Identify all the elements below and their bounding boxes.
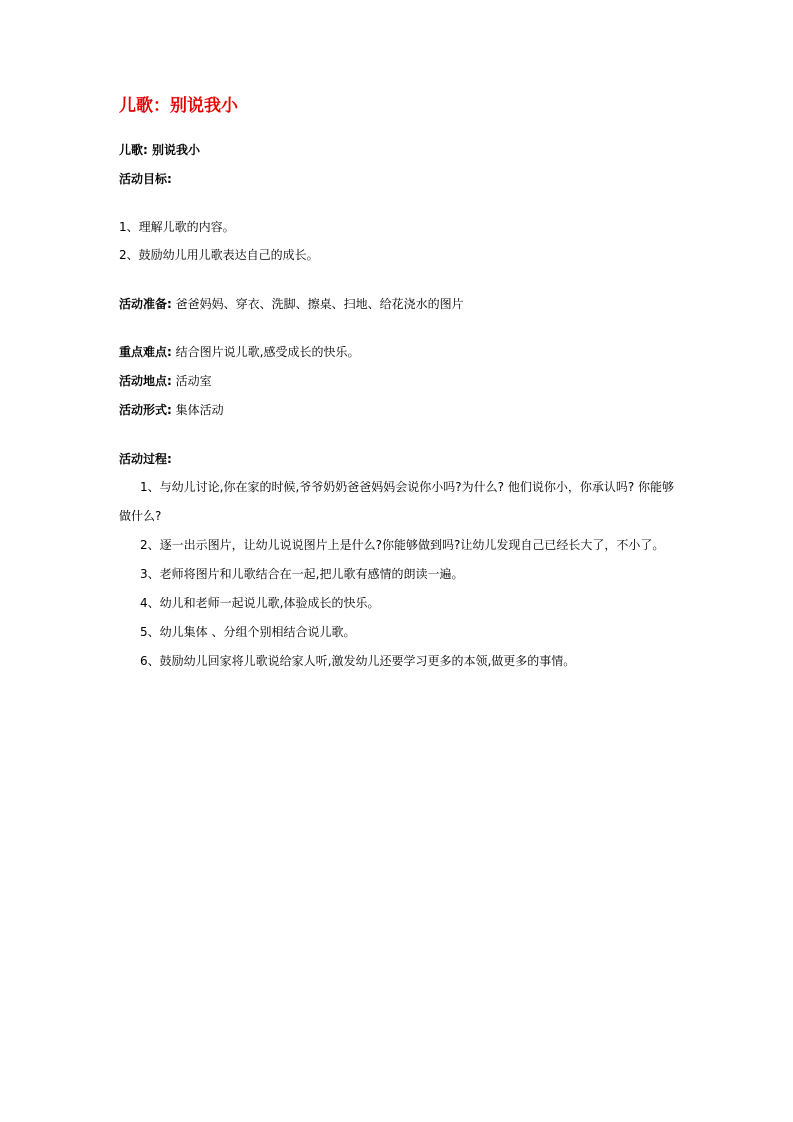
subtitle: 儿歌: 别说我小 — [119, 143, 200, 157]
process-item: 3、老师将图片和儿歌结合在一起,把儿歌有感情的朗读一遍。 — [140, 567, 464, 581]
process-item-continuation: 做什么? — [119, 509, 162, 523]
form-line — [119, 401, 224, 419]
place-line — [119, 372, 212, 390]
form-label: 活动形式: — [119, 403, 172, 417]
form-value: 集体活动 — [175, 403, 224, 417]
goal-item: 1、理解儿歌的内容。 — [119, 220, 235, 234]
focus-line — [119, 343, 359, 361]
process-item: 2、逐一出示图片，让幼儿说说图片上是什么?你能够做到吗?让幼儿发现自己已经长大了，不小了。 — [140, 538, 665, 552]
focus-label: 重点难点: — [119, 345, 172, 359]
process-label: 活动过程: — [119, 452, 172, 466]
process-item: 6、鼓励幼儿回家将儿歌说给家人听,激发幼儿还要学习更多的本领,做更多的事情。 — [140, 654, 576, 668]
place-label: 活动地点: — [119, 374, 172, 388]
goal-item: 2、鼓励幼儿用儿歌表达自己的成长。 — [119, 248, 319, 262]
process-item: 4、幼儿和老师一起说儿歌,体验成长的快乐。 — [140, 596, 380, 610]
document-title: 儿歌：别说我小 — [119, 96, 238, 116]
prep-line — [119, 295, 464, 313]
prep-value: 爸爸妈妈、穿衣、洗脚、擦桌、扫地、给花浇水的图片 — [175, 297, 464, 311]
process-item: 1、与幼儿讨论,你在家的时候,爷爷奶奶爸爸妈妈会说你小吗?为什么? 他们说你小，你承认吗? 你能够 — [140, 480, 675, 494]
process-item: 5、幼儿集体 、分组个别相结合说儿歌。 — [140, 625, 356, 639]
prep-label: 活动准备: — [119, 297, 172, 311]
focus-value: 结合图片说儿歌,感受成长的快乐。 — [175, 345, 360, 359]
place-value: 活动室 — [175, 374, 212, 388]
goals-label: 活动目标: — [119, 172, 172, 186]
